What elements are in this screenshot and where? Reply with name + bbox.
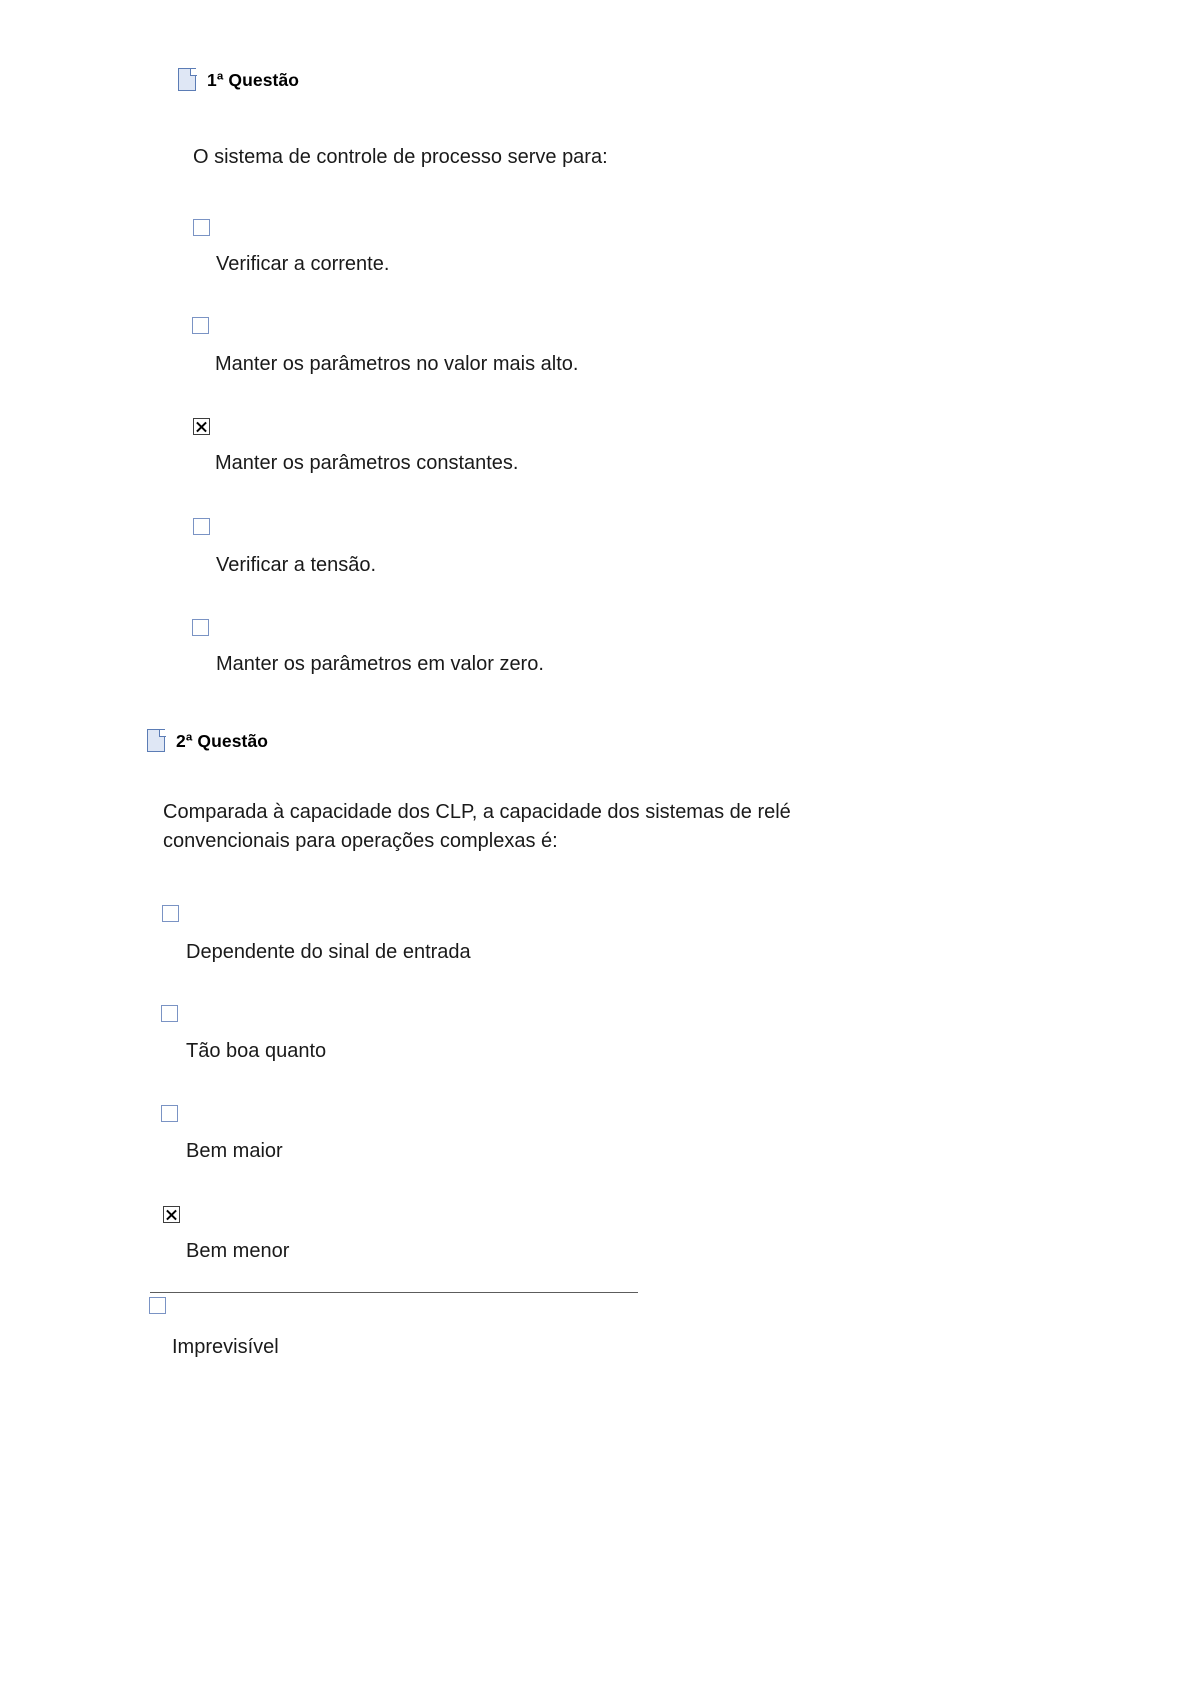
question-1-prompt: O sistema de controle de processo serve para: bbox=[193, 146, 608, 168]
option-1-5-label: Manter os parâmetros em valor zero. bbox=[216, 653, 544, 675]
checkbox-2-4[interactable] bbox=[163, 1206, 180, 1223]
checkbox-1-2[interactable] bbox=[192, 317, 209, 334]
question-2-prompt-line-1: Comparada à capacidade dos CLP, a capacidade dos sistemas de relé bbox=[163, 801, 791, 823]
question-2-header bbox=[147, 729, 268, 754]
option-1-1-label: Verificar a corrente. bbox=[216, 253, 390, 275]
question-1-title: 1ª Questão bbox=[207, 70, 300, 90]
option-1-1[interactable] bbox=[193, 219, 210, 241]
option-2-4[interactable] bbox=[163, 1206, 180, 1228]
horizontal-rule bbox=[150, 1292, 638, 1293]
option-2-4-label: Bem menor bbox=[186, 1240, 290, 1262]
document-icon bbox=[178, 68, 198, 93]
option-2-5[interactable] bbox=[149, 1297, 166, 1319]
question-2-prompt-line-2: convencionais para operações complexas é: bbox=[163, 830, 558, 852]
option-2-1-label: Dependente do sinal de entrada bbox=[186, 941, 471, 963]
question-1 bbox=[178, 68, 608, 168]
question-2-title: 2ª Questão bbox=[176, 731, 269, 751]
option-1-3[interactable] bbox=[193, 418, 210, 440]
option-1-5[interactable] bbox=[192, 619, 209, 641]
option-2-1[interactable] bbox=[162, 905, 179, 927]
option-1-2-label: Manter os parâmetros no valor mais alto. bbox=[215, 353, 579, 375]
option-1-4-label: Verificar a tensão. bbox=[216, 554, 377, 576]
option-1-2[interactable] bbox=[192, 317, 209, 339]
checkbox-1-5[interactable] bbox=[192, 619, 209, 636]
option-2-5-label: Imprevisível bbox=[172, 1336, 279, 1358]
option-2-3-label: Bem maior bbox=[186, 1140, 283, 1162]
checkbox-2-2[interactable] bbox=[161, 1005, 178, 1022]
checkbox-1-4[interactable] bbox=[193, 518, 210, 535]
question-2-prompt bbox=[163, 798, 933, 856]
option-1-4[interactable] bbox=[193, 518, 210, 540]
checkbox-2-5[interactable] bbox=[149, 1297, 166, 1314]
option-2-2-label: Tão boa quanto bbox=[186, 1040, 327, 1062]
option-2-3[interactable] bbox=[161, 1105, 178, 1127]
option-2-2[interactable] bbox=[161, 1005, 178, 1027]
question-2 bbox=[147, 729, 791, 852]
question-1-header bbox=[178, 68, 299, 93]
option-1-3-label: Manter os parâmetros constantes. bbox=[215, 452, 519, 474]
checkbox-1-1[interactable] bbox=[193, 219, 210, 236]
checkbox-2-3[interactable] bbox=[161, 1105, 178, 1122]
checkbox-2-1[interactable] bbox=[162, 905, 179, 922]
checkbox-1-3[interactable] bbox=[193, 418, 210, 435]
document-icon bbox=[147, 729, 167, 754]
